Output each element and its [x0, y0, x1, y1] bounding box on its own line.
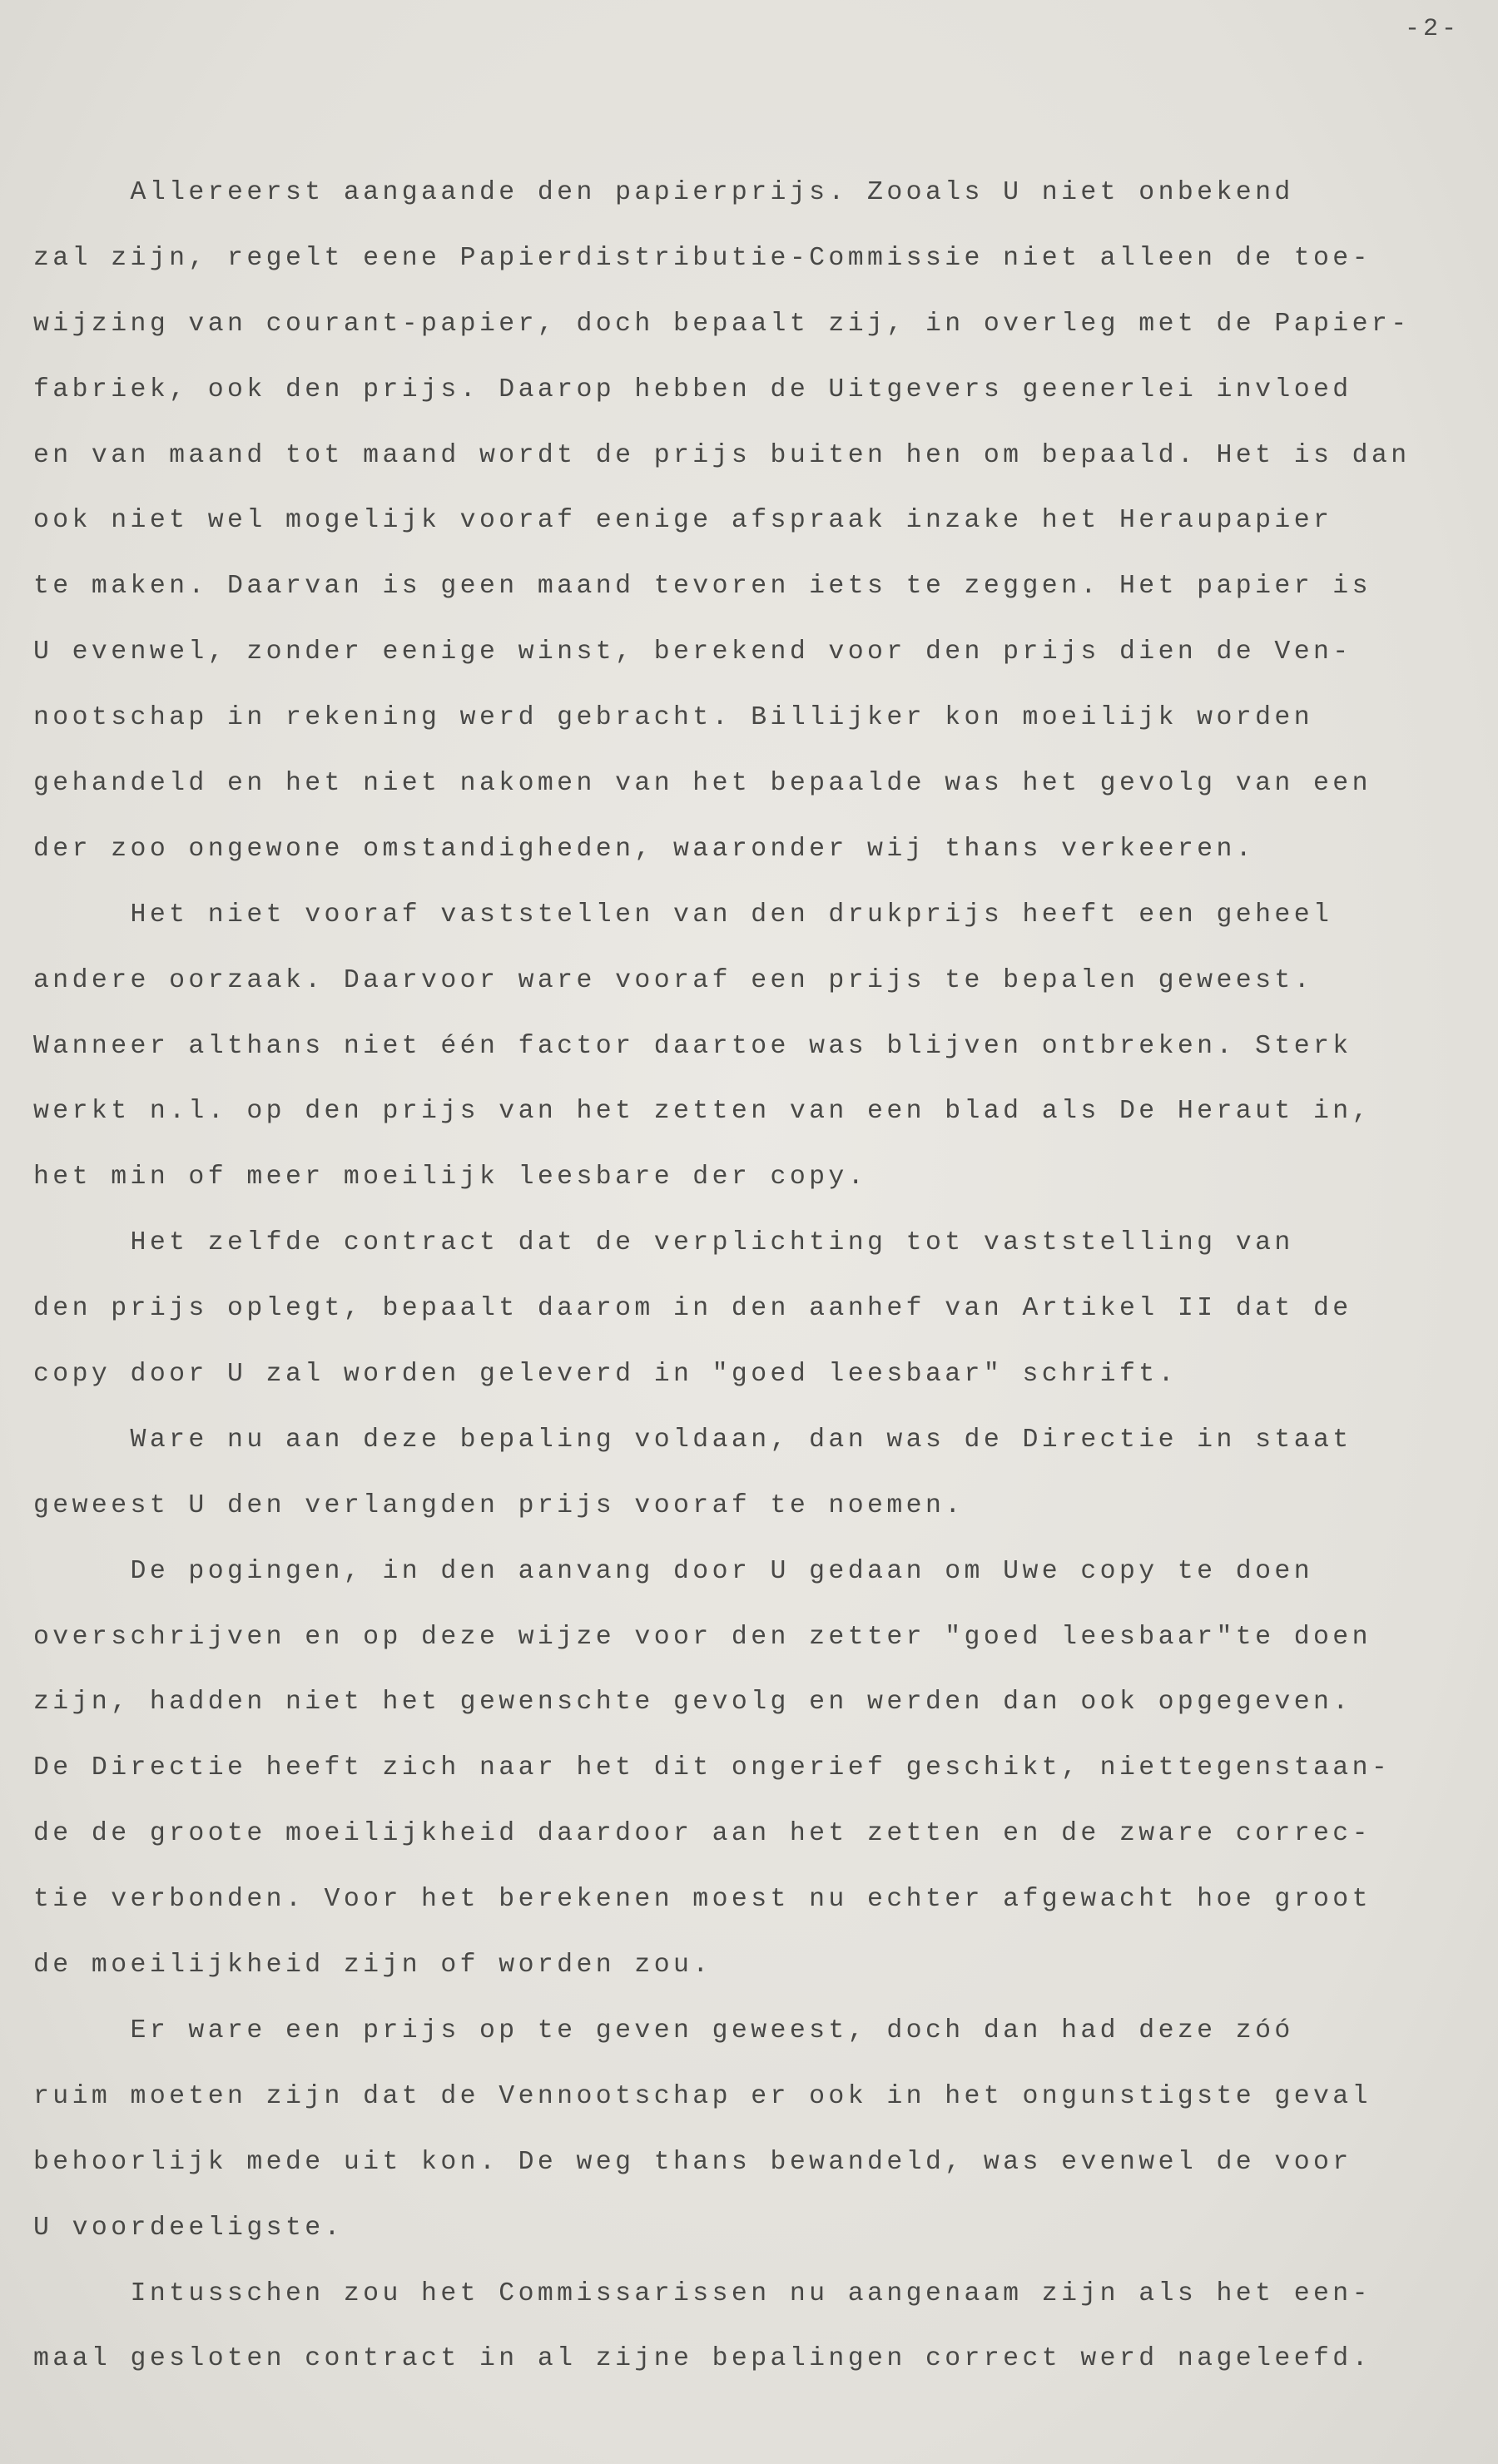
letter-body: [33, 161, 1440, 2392]
text-line: U voordeeligste.: [33, 2213, 344, 2243]
text-line: tie verbonden. Voor het berekenen moest nu echter afgewacht hoe groot: [33, 1885, 1372, 1915]
text-line: De pogingen, in den aanvang door U gedaan om Uwe copy te doen: [33, 1556, 1314, 1586]
text-line: den prijs oplegt, bepaalt daarom in den aanhef van Artikel II dat de: [33, 1294, 1352, 1324]
text-line: overschrijven en op deze wijze voor den zetter "goed leesbaar"te doen: [33, 1622, 1372, 1652]
text-line: fabriek, ook den prijs. Daarop hebben de Uitgevers geenerlei invloed: [33, 374, 1352, 404]
text-line: wijzing van courant-papier, doch bepaalt zij, in overleg met de Papier-: [33, 309, 1411, 339]
text-line: Ware nu aan deze bepaling voldaan, dan was de Directie in staat: [33, 1425, 1352, 1455]
text-line: en van maand tot maand wordt de prijs buiten hen om bepaald. Het is dan: [33, 440, 1411, 470]
text-line: ook niet wel mogelijk vooraf eenige afspraak inzake het Heraupapier: [33, 506, 1333, 536]
text-line: Het niet vooraf vaststellen van den drukprijs heeft een geheel: [33, 900, 1333, 930]
text-line: zal zijn, regelt eene Papierdistributie-Commissie niet alleen de toe-: [33, 243, 1372, 273]
page-number: -2-: [1404, 15, 1460, 43]
text-line: De Directie heeft zich naar het dit ongerief geschikt, niettegenstaan-: [33, 1753, 1391, 1783]
text-line: Intusschen zou het Commissarissen nu aangenaam zijn als het een-: [33, 2278, 1372, 2308]
text-line: werkt n.l. op den prijs van het zetten van een blad als De Heraut in,: [33, 1097, 1372, 1127]
text-line: nootschap in rekening werd gebracht. Billijker kon moeilijk worden: [33, 703, 1314, 733]
text-line: ruim moeten zijn dat de Vennootschap er ook in het ongunstigste geval: [33, 2081, 1372, 2111]
text-line: de de groote moeilijkheid daardoor aan het zetten en de zware correc-: [33, 1819, 1372, 1849]
text-line: Allereerst aangaande den papierprijs. Zooals U niet onbekend: [33, 178, 1294, 207]
text-line: de moeilijkheid zijn of worden zou.: [33, 1951, 712, 1981]
text-line: geweest U den verlangden prijs vooraf te noemen.: [33, 1490, 965, 1520]
text-line: het min of meer moeilijk leesbare der copy.: [33, 1163, 868, 1192]
text-line: der zoo ongewone omstandigheden, waaronder wij thans verkeeren.: [33, 834, 1256, 864]
text-line: Wanneer althans niet één factor daartoe was blijven ontbreken. Sterk: [33, 1031, 1352, 1061]
text-line: maal gesloten contract in al zijne bepalingen correct werd nageleefd.: [33, 2344, 1372, 2374]
text-line: andere oorzaak. Daarvoor ware vooraf een prijs te bepalen geweest.: [33, 965, 1314, 995]
text-line: te maken. Daarvan is geen maand tevoren iets te zeggen. Het papier is: [33, 572, 1372, 602]
text-line: U evenwel, zonder eenige winst, berekend voor den prijs dien de Ven-: [33, 637, 1352, 667]
text-line: gehandeld en het niet nakomen van het bepaalde was het gevolg van een: [33, 769, 1372, 799]
text-line: zijn, hadden niet het gewenschte gevolg en werden dan ook opgegeven.: [33, 1688, 1352, 1718]
text-line: Er ware een prijs op te geven geweest, doch dan had deze zóó: [33, 2015, 1294, 2045]
text-line: behoorlijk mede uit kon. De weg thans bewandeld, was evenwel de voor: [33, 2147, 1352, 2177]
text-line: Het zelfde contract dat de verplichting tot vaststelling van: [33, 1228, 1294, 1258]
text-line: copy door U zal worden geleverd in "goed leesbaar" schrift.: [33, 1360, 1178, 1390]
